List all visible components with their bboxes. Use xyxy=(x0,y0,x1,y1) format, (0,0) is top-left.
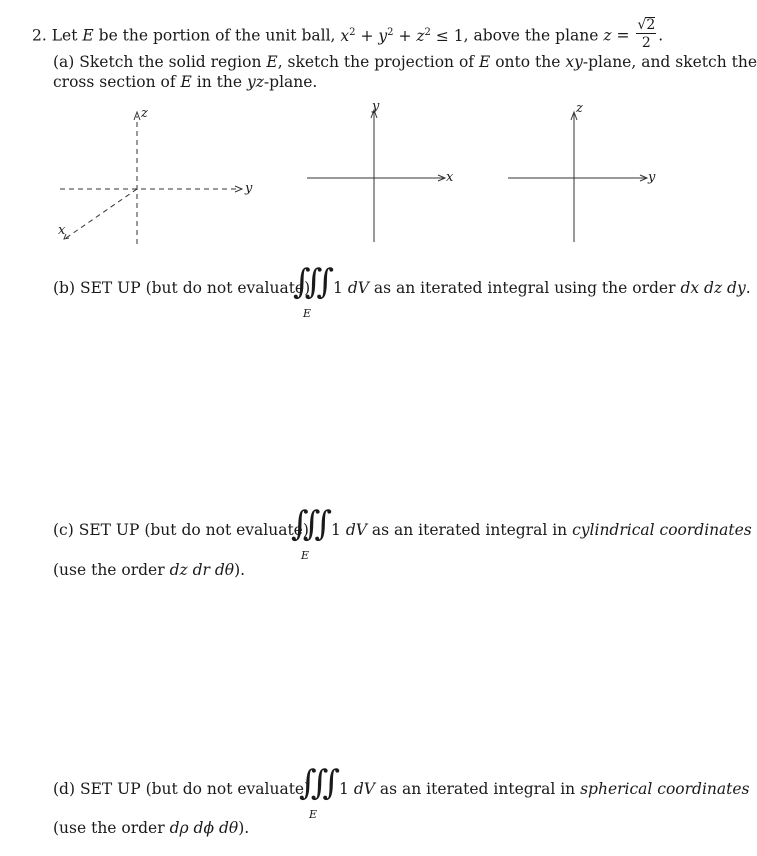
part-a-line2 xyxy=(53,73,317,91)
part-c-rest xyxy=(331,521,752,539)
horizontal-axis-label: x xyxy=(446,170,454,185)
fraction-denominator: 2 xyxy=(641,35,651,51)
part-a-e1: E xyxy=(266,53,278,71)
part-d-line2a: (use the order xyxy=(53,819,165,837)
part-c-text2: as an iterated integral in xyxy=(371,521,568,539)
part-c-triple-integral xyxy=(291,504,326,544)
part-a-line1 xyxy=(53,53,757,71)
y-arrowhead xyxy=(235,186,242,192)
part-d-line2 xyxy=(53,819,249,837)
stem-lead: Let xyxy=(51,26,78,45)
triple-integral-sign: ∫∫∫ xyxy=(291,504,327,544)
part-b-region: E xyxy=(303,307,312,320)
x-axis-label: x xyxy=(58,223,66,238)
part-a-yz: yz xyxy=(246,73,264,91)
part-d-region: E xyxy=(309,808,318,821)
unit-ball-inequality: $x^2 + y^2 + z^2 \le 1$ xyxy=(340,26,464,45)
part-d-label: (d) xyxy=(53,780,76,798)
part-a-label: (a) xyxy=(53,53,75,71)
part-c-line2b: ). xyxy=(234,561,246,579)
part-d-line2b: ). xyxy=(238,819,250,837)
part-b-integrand: 1 xyxy=(333,279,343,297)
part-d-rest xyxy=(339,780,750,798)
part-c-line2a: (use the order xyxy=(53,561,165,579)
triple-integral-sign: ∫∫∫ xyxy=(299,763,335,803)
part-d xyxy=(53,780,310,798)
part-d-dv: dV xyxy=(353,780,375,798)
part-d-integrand: 1 xyxy=(339,780,349,798)
x-axis xyxy=(66,189,137,238)
plane-z-var: z xyxy=(603,26,612,45)
equals-sign: = xyxy=(616,26,630,45)
part-a-e3: E xyxy=(180,73,192,91)
inequality-rhs: 1 xyxy=(453,26,464,45)
part-a-line2a: cross section of xyxy=(53,73,176,91)
triple-integral-sign: ∫∫∫ xyxy=(293,262,329,302)
figure-3d-axes xyxy=(40,98,280,250)
stem-tail: , above the plane xyxy=(463,26,599,45)
part-b xyxy=(53,279,310,297)
figure-xy-plane xyxy=(300,98,470,248)
part-d-text1: SET UP (but do not evaluate) xyxy=(79,780,311,798)
part-b-text1: SET UP (but do not evaluate) xyxy=(79,279,311,297)
part-a-xy: xy xyxy=(565,53,583,71)
stem-mid: be the portion of the unit ball, xyxy=(98,26,336,45)
part-b-triple-integral xyxy=(293,262,328,302)
part-b-label: (b) xyxy=(53,279,76,297)
part-d-triple-integral xyxy=(299,763,334,803)
problem-stem xyxy=(32,17,664,53)
part-d-order: dρ dϕ dθ xyxy=(169,819,239,837)
part-b-rest xyxy=(333,279,751,297)
part-a-text4: -plane, and sketch the xyxy=(582,53,757,71)
part-a-line2b: in the xyxy=(196,73,243,91)
figure-yz-plane xyxy=(500,98,670,248)
part-b-text2: as an iterated integral using the order xyxy=(373,279,676,297)
sqrt-radicand: 2 xyxy=(646,17,656,33)
part-c-order: dz dr dθ xyxy=(169,561,235,579)
part-c-region: E xyxy=(301,549,310,562)
set-e: E xyxy=(82,26,94,45)
horizontal-axis-label: y xyxy=(648,170,656,185)
part-d-text2: as an iterated integral in xyxy=(379,780,576,798)
part-a-text2: , sketch the projection of xyxy=(277,53,475,71)
vertical-axis-label: z xyxy=(576,101,583,116)
sqrt2-over-2: $\frac{√2}{2}$ xyxy=(637,17,656,51)
stem-period: . xyxy=(658,26,664,45)
part-d-coords: spherical coordinates xyxy=(580,780,750,798)
part-a-text3: onto the xyxy=(495,53,561,71)
problem-number: 2. xyxy=(32,26,47,45)
part-b-dv: dV xyxy=(347,279,369,297)
z-axis-label: z xyxy=(141,106,148,121)
part-b-order: dx dz dy xyxy=(680,279,746,297)
vertical-axis-label: y xyxy=(372,99,380,114)
part-a-e2: E xyxy=(478,53,491,71)
part-c-integrand: 1 xyxy=(331,521,341,539)
part-c-line2 xyxy=(53,561,245,579)
part-b-period: . xyxy=(745,279,751,297)
part-a-line2c: -plane. xyxy=(263,73,318,91)
part-c xyxy=(53,521,309,539)
part-c-coords: cylindrical coordinates xyxy=(572,521,752,539)
y-axis-label: y xyxy=(245,181,253,196)
part-c-text1: SET UP (but do not evaluate) xyxy=(78,521,309,539)
part-a-text1: Sketch the solid region xyxy=(79,53,262,71)
part-c-dv: dV xyxy=(345,521,367,539)
part-c-label: (c) xyxy=(53,521,74,539)
